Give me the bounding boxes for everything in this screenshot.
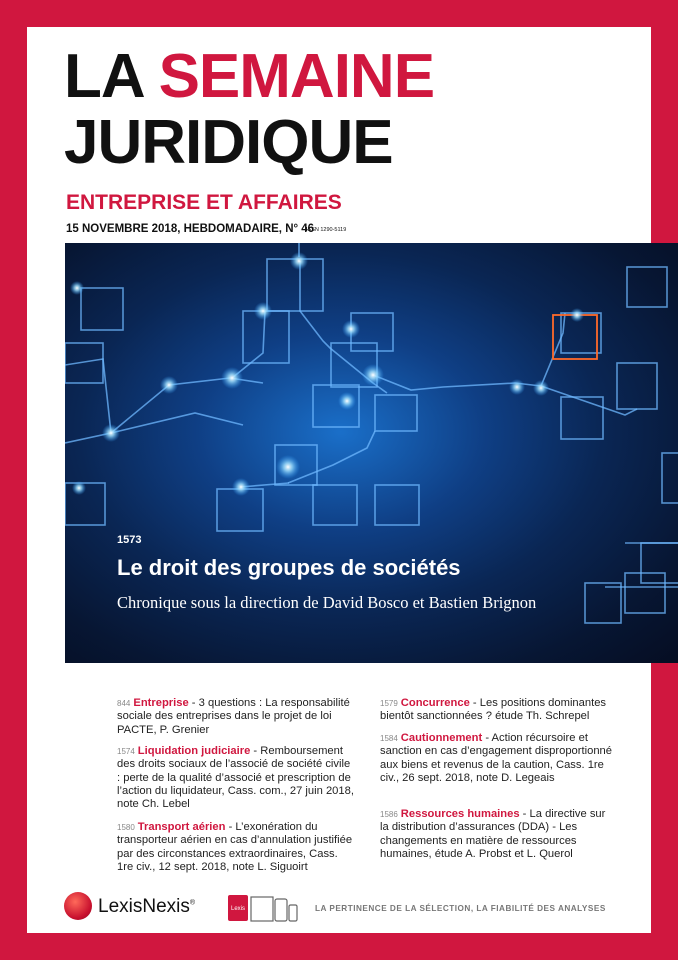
toc-number: 1574	[117, 747, 135, 756]
kiosk-label-line2: Kiosque	[228, 927, 250, 933]
toc-separator: -	[225, 821, 236, 833]
toc-entry[interactable]	[380, 697, 616, 724]
kiosk-icon	[228, 895, 250, 933]
feature-title: Le droit des groupes de sociétés	[117, 555, 461, 580]
toc-text: Les positions dominantes bientôt sanctionnées ? étude Th. Schrepel	[380, 697, 607, 723]
toc-number: 1586	[380, 810, 398, 819]
toc-category: Cautionnement	[400, 732, 483, 744]
toc-separator: -	[469, 697, 480, 709]
toc-text: Action récursoire et sanction en cas d’engagement disproportionné aux biens et revenus de la caution, Cass. 1re civ., 26 sept. 2018, note D. Legeais	[380, 732, 612, 784]
toc-category: Liquidation judiciaire	[137, 745, 251, 757]
toc-category: Ressources humaines	[400, 808, 520, 820]
edition-name: ENTREPRISE ET AFFAIRES	[66, 191, 342, 214]
feature-subtitle: Chronique sous la direction de David Bosco et Bastien Brignon	[117, 593, 537, 612]
toc-text: Remboursement des droits sociaux de l’associé de société civile : perte de la qualité d’associé et prescription de l’action du liquidateur, Cass. com., 27 juin 2018, note Ch. Lebel	[117, 745, 354, 811]
toc-text: La directive sur la distribution d’assurances (DDA) - Les changements en matière de ressources humaines, étude A. Probst et L. Querol	[380, 808, 606, 860]
toc-entry[interactable]	[117, 745, 354, 811]
feature-number: 1573	[117, 534, 142, 546]
toc-text: 3 questions : La responsabilité sociale des entreprises dans le projet de loi PACTE, P. Grenier	[117, 697, 350, 736]
toc-category: Transport aérien	[137, 821, 226, 833]
toc-separator: -	[250, 745, 261, 757]
masthead-title-line1	[64, 42, 434, 112]
lexisnexis-logo-icon	[64, 892, 92, 920]
toc-number: 1584	[380, 734, 398, 743]
toc-entry[interactable]	[380, 808, 616, 861]
toc-number: 844	[117, 699, 131, 708]
tagline: LA PERTINENCE DE LA SÉLECTION, LA FIABILITÉ DES ANALYSES	[315, 904, 606, 913]
toc-category: Concurrence	[400, 697, 470, 709]
devices-icon	[250, 895, 298, 923]
issn: ISSN 1290-5119	[306, 227, 347, 233]
publisher-wordmark: LexisNexis	[98, 896, 190, 917]
kiosk-label-line1: Lexis	[230, 906, 245, 912]
feature-image	[65, 243, 678, 663]
toc-number: 1580	[117, 823, 135, 832]
registered-mark: ®	[189, 899, 196, 907]
masthead-semaine: SEMAINE	[158, 42, 435, 111]
toc-entry[interactable]	[117, 821, 354, 874]
toc-entry[interactable]	[380, 732, 616, 785]
toc-number: 1579	[380, 699, 398, 708]
kiosk-label	[228, 895, 248, 934]
masthead-title-line2: JURIDIQUE	[64, 108, 393, 177]
toc-separator: -	[519, 808, 530, 820]
masthead-la: LA	[64, 42, 159, 111]
toc-entry[interactable]	[117, 697, 354, 737]
issue-info: 15 NOVEMBRE 2018, HEBDOMADAIRE, N° 46	[66, 223, 315, 235]
toc-text: L’exonération du transporteur aérien en cas d’annulation justifiée par des circonstances extraordinaires, Cass. 1re civ., 12 sept. 2018, note L. Siguoirt	[117, 821, 353, 873]
toc-separator: -	[482, 732, 492, 744]
toc-category: Entreprise	[133, 697, 189, 709]
publisher-name	[98, 896, 195, 918]
toc-separator: -	[188, 697, 199, 709]
